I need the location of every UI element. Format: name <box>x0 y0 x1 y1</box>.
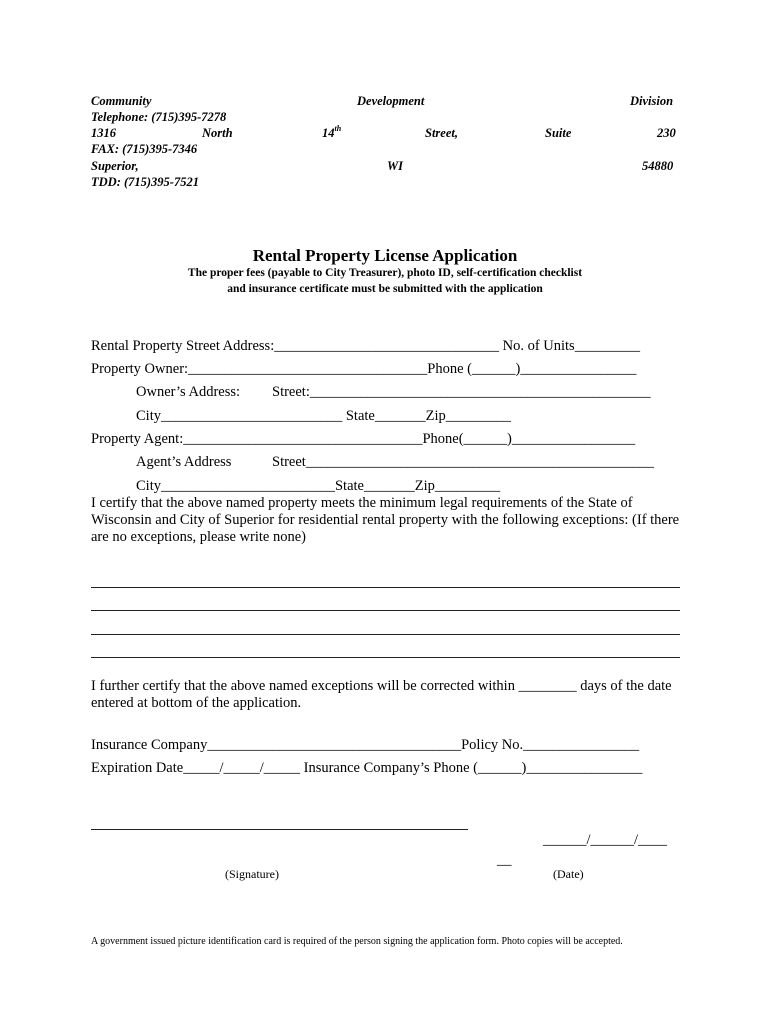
header-address-street: Street, <box>425 126 458 140</box>
owner-address-label: Owner’s Address: <box>136 384 241 400</box>
exception-line-4[interactable] <box>91 657 680 658</box>
insurance-company-field[interactable]: Insurance Company___________________________________Policy No.________________ <box>91 737 640 753</box>
header-telephone: Telephone: (715)395-7278 <box>91 110 227 124</box>
exception-line-3[interactable] <box>91 634 680 635</box>
header-zip: 54880 <box>642 159 674 173</box>
footer-note: A government issued picture identification card is required of the person signing the application form. Photo copies will be accepted. <box>91 936 623 947</box>
date-blank-field[interactable]: ______/______/____ <box>543 832 668 848</box>
header-address-suite-number: 230 <box>657 126 676 140</box>
expiration-date-field[interactable]: Expiration Date_____/_____/_____ Insurance Company’s Phone (______)________________ <box>91 760 643 776</box>
header-division: Division <box>630 94 674 108</box>
header-address-number: 1316 <box>91 126 116 140</box>
exception-line-1[interactable] <box>91 587 680 588</box>
subtitle-line-1: The proper fees (payable to City Treasurer), photo ID, self-certification checklist <box>187 267 583 279</box>
date-label: (Date) <box>553 867 584 881</box>
header-development: Development <box>357 94 425 108</box>
header-address-north: North <box>202 126 233 140</box>
exception-line-2[interactable] <box>91 610 680 611</box>
header-address-street-number: 14th <box>322 124 342 140</box>
owner-city-field[interactable]: City_________________________ State_______Zip_________ <box>136 408 511 424</box>
header-address-suite: Suite <box>545 126 572 140</box>
property-agent-field[interactable]: Property Agent:_________________________________Phone(______)_________________ <box>91 431 636 447</box>
date-dash: __ <box>497 852 512 868</box>
signature-label: (Signature) <box>225 867 279 881</box>
owner-street-field[interactable]: Street:_______________________________________________ <box>272 384 651 400</box>
header-city: Superior, <box>91 159 139 173</box>
agent-city-field[interactable]: City________________________State_______Zip_________ <box>136 478 501 494</box>
street-address-field[interactable]: Rental Property Street Address:_______________________________ No. of Units_________ <box>91 338 640 354</box>
header-fax: FAX: (715)395-7346 <box>91 142 198 156</box>
agent-street-field[interactable]: Street________________________________________________ <box>272 454 654 470</box>
subtitle-line-2: and insurance certificate must be submitted with the application <box>227 283 543 295</box>
header-tdd: TDD: (715)395-7521 <box>91 175 199 189</box>
certify-paragraph: I certify that the above named property meets the minimum legal requirements of the State of Wisconsin and City of Superior for residential rental property with the following exceptions: (If there are no exceptions, please write none) <box>91 495 680 545</box>
page-title: Rental Property License Application <box>252 246 518 265</box>
header-state: WI <box>387 159 403 173</box>
further-certify-paragraph: I further certify that the above named exceptions will be corrected within ________ days of the date entered at bottom of the application. <box>91 678 672 711</box>
header-community: Community <box>91 94 152 108</box>
property-owner-field[interactable]: Property Owner:_________________________________Phone (______)________________ <box>91 361 637 377</box>
agent-address-label: Agent’s Address <box>136 454 232 470</box>
signature-line[interactable] <box>91 829 468 830</box>
